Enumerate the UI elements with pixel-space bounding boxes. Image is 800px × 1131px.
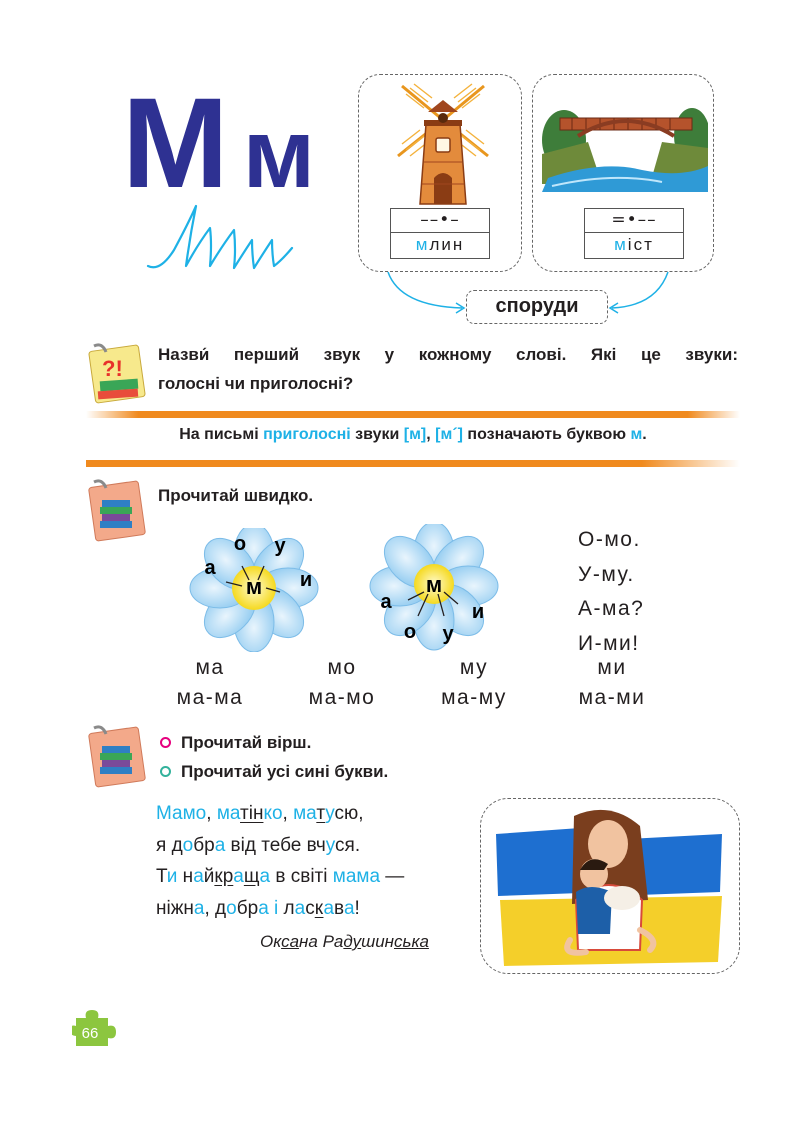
svg-text:м: м	[425, 572, 443, 597]
svg-text:а: а	[204, 557, 216, 579]
windmill-image	[388, 80, 498, 206]
syllable: мо	[327, 656, 357, 679]
svg-text:о: о	[233, 533, 247, 555]
task1-text	[158, 340, 738, 398]
task3-list	[160, 728, 388, 786]
rule-bottom-bar	[86, 460, 740, 467]
books-note-icon-2	[86, 724, 148, 790]
syllable: ми	[597, 656, 627, 679]
sound-scheme: =•––	[585, 209, 683, 233]
poem-line-2: я добра від тебе вчуся.	[156, 834, 361, 856]
task3-item-2: Прочитай усі сині букви.	[160, 757, 388, 786]
dialog-line: У-му.	[578, 562, 635, 586]
uppercase-letter: М	[122, 72, 225, 215]
teal-bullet-icon	[160, 766, 171, 777]
word-card-windmill	[390, 208, 490, 259]
flower-2	[364, 524, 504, 652]
books-note-icon	[86, 478, 148, 544]
rule-top-bar	[86, 411, 740, 418]
dialog-line: А-ма?	[578, 597, 645, 620]
category-label: споруди	[466, 290, 608, 324]
word-card-bridge	[584, 208, 684, 259]
mother-child-image	[490, 800, 730, 972]
svg-text:?!: ?!	[102, 356, 123, 381]
rule-text: На письмі приголосні звуки [м], [м´] позначають буквою м.	[179, 426, 647, 443]
sound-scheme: ––•–	[391, 209, 489, 233]
svg-text:а: а	[380, 591, 392, 613]
svg-text:66: 66	[81, 1025, 99, 1042]
task3-item-1: Прочитай вірш.	[160, 728, 388, 757]
svg-text:и: и	[299, 569, 313, 591]
syllable-pair: ма-му	[441, 686, 507, 709]
word-mlyn: млин	[415, 235, 465, 254]
poem-line-4: ніжна, добра і ласкава!	[156, 897, 360, 919]
poem-line-1: Мамо, матінко, матусю,	[156, 803, 364, 824]
syllable-pair: ма-ми	[578, 686, 646, 709]
script-letters	[140, 188, 300, 288]
pink-bullet-icon	[160, 737, 171, 748]
svg-text:и: и	[471, 601, 485, 623]
dialog-line: И-ми!	[578, 631, 640, 655]
svg-text:у: у	[274, 535, 286, 557]
dialog-line: О-мо.	[578, 528, 641, 551]
poem-line-3: Ти найкраща в світі мама —	[156, 866, 405, 887]
poem-author: Оксана Радушинська	[260, 932, 429, 951]
syllable: ма	[195, 656, 225, 679]
flower-1	[186, 528, 322, 652]
dialog-column	[578, 523, 644, 661]
syllable: му	[459, 656, 489, 679]
svg-text:м: м	[245, 574, 263, 599]
syllable-pair: ма-ма	[176, 686, 244, 709]
svg-text:у: у	[442, 623, 454, 645]
task1-line1: Назви́ перший звук у кожному слові. Які це звуки:	[158, 345, 738, 364]
svg-text:о: о	[403, 621, 417, 643]
syllable-pair: ма-мо	[308, 686, 376, 709]
lowercase-letter: м	[242, 98, 316, 208]
question-note-icon	[86, 340, 150, 408]
task1-line2: голосні чи приголосні?	[158, 374, 354, 393]
bridge-image	[542, 96, 708, 192]
task2-text: Прочитай швидко.	[158, 486, 314, 505]
word-mist: міст	[614, 235, 654, 254]
poem	[156, 798, 404, 924]
page-number-puzzle-icon	[72, 1006, 116, 1046]
